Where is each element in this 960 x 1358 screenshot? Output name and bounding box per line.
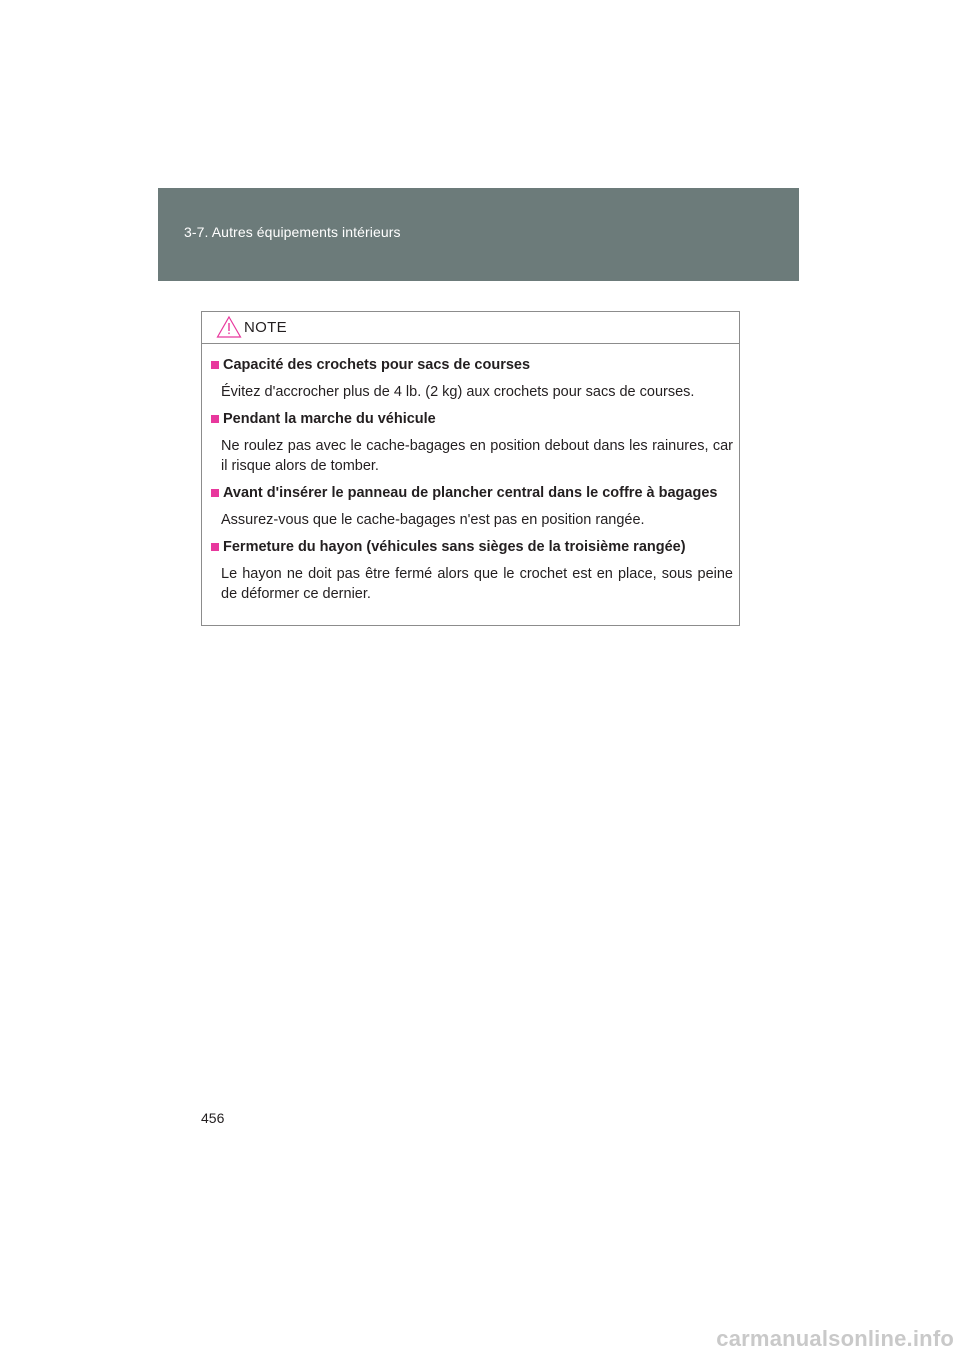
note-item (211, 409, 733, 476)
watermark: carmanualsonline.info (716, 1326, 954, 1351)
note-item-text: Évitez d'accrocher plus de 4 lb. (2 kg) aux crochets pour sacs de courses. (221, 384, 695, 400)
note-item-heading: Avant d'insérer le panneau de plancher central dans le coffre à bagages (223, 485, 718, 501)
note-header (202, 312, 739, 344)
note-item (211, 483, 733, 530)
note-body (202, 344, 739, 604)
bullet-square-icon (211, 361, 219, 369)
note-title: NOTE (244, 319, 287, 336)
note-item (211, 355, 733, 402)
note-box (201, 311, 740, 626)
warning-triangle-icon (216, 315, 242, 339)
note-item (211, 537, 733, 604)
note-item-heading: Capacité des crochets pour sacs de courses (223, 357, 531, 373)
note-item-text: Le hayon ne doit pas être fermé alors que le crochet est en place, sous peine de déformer ce dernier. (221, 566, 733, 602)
section-header-band (158, 188, 799, 281)
note-item-heading: Pendant la marche du véhicule (223, 411, 436, 427)
bullet-square-icon (211, 489, 219, 497)
bullet-square-icon (211, 415, 219, 423)
note-item-text: Ne roulez pas avec le cache-bagages en position debout dans les rainures, car il risque alors de tomber. (221, 438, 733, 474)
bullet-square-icon (211, 543, 219, 551)
note-item-text: Assurez-vous que le cache-bagages n'est pas en position rangée. (221, 512, 645, 528)
section-title: 3-7. Autres équipements intérieurs (184, 224, 401, 240)
note-item-heading: Fermeture du hayon (véhicules sans sièges de la troisième rangée) (223, 539, 686, 555)
page-number: 456 (201, 1110, 225, 1126)
